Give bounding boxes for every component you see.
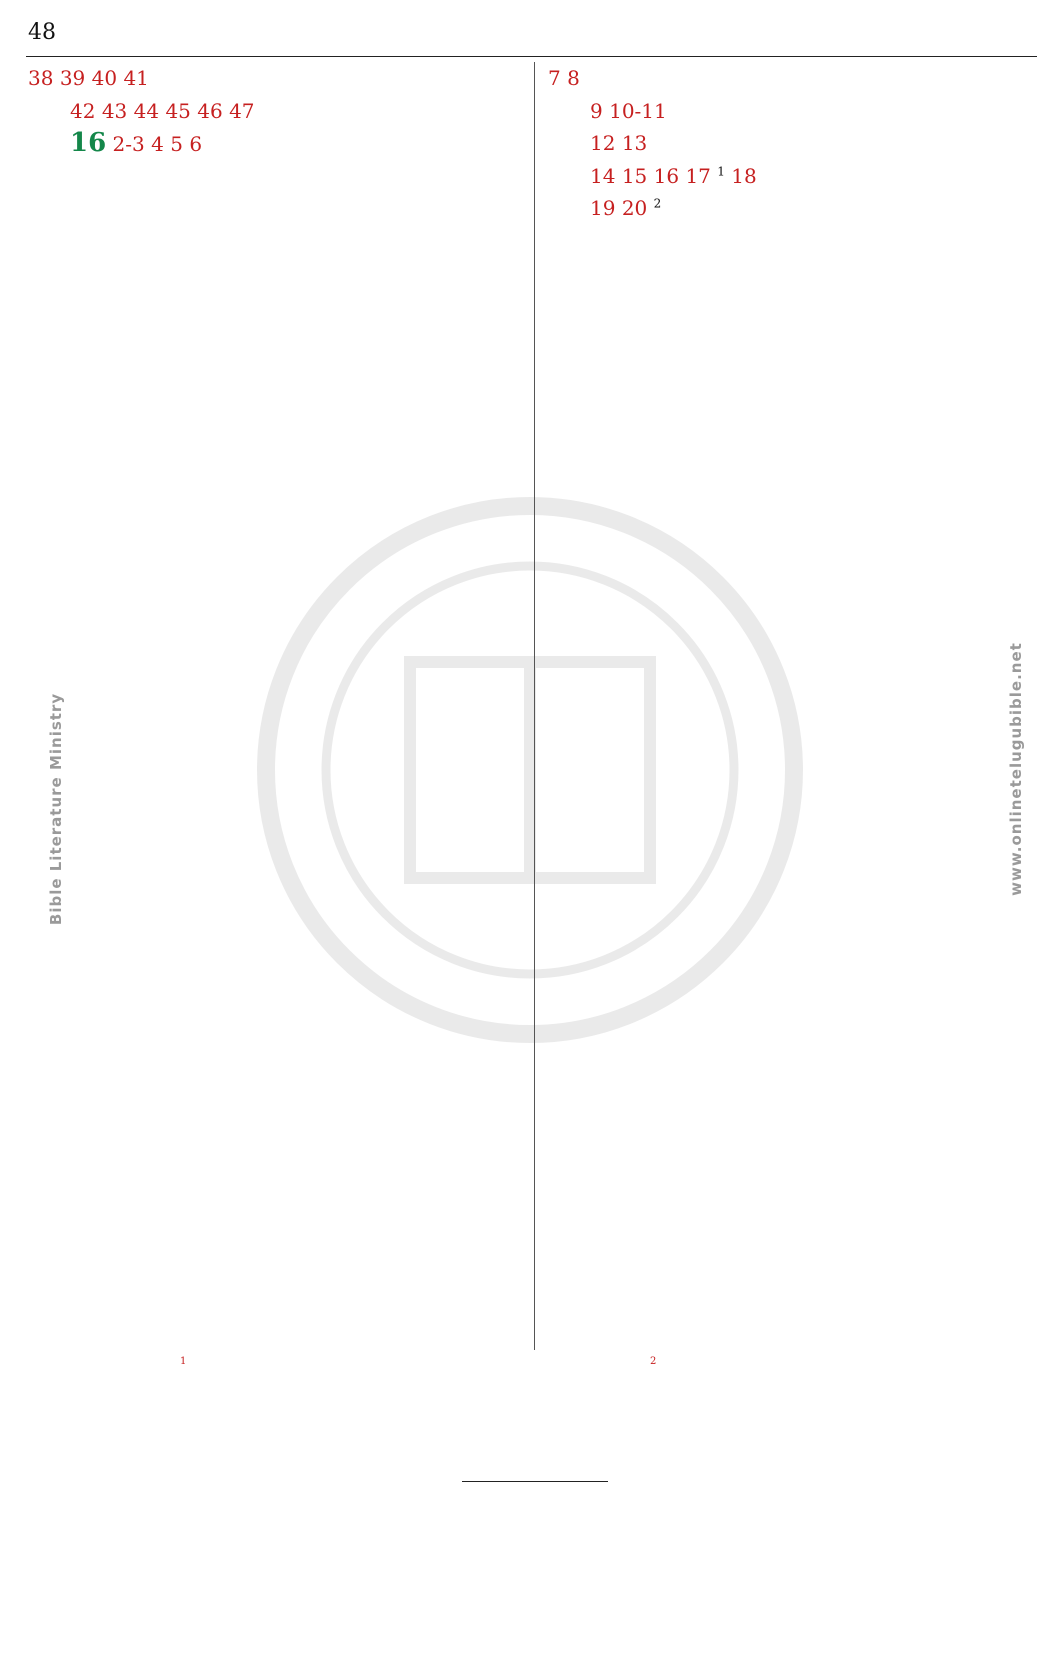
- column-divider: [534, 62, 535, 1350]
- verse-number: 41: [123, 66, 149, 90]
- verse-number: 43: [101, 98, 128, 123]
- verse-number: 14: [590, 163, 616, 188]
- verse-number: 8: [567, 66, 580, 90]
- page-number: 48: [28, 20, 56, 45]
- footnote-marker: 2: [650, 1356, 657, 1367]
- footnote-reference: 1: [717, 163, 725, 178]
- verse-number: 5: [170, 132, 183, 156]
- verse-number: 9: [590, 98, 603, 123]
- verse-number: 18: [731, 163, 757, 188]
- verse-number: 19: [590, 196, 616, 220]
- verse-number: 40: [91, 66, 118, 90]
- header-rule: [26, 56, 1037, 57]
- verse-number: 6: [189, 132, 203, 156]
- side-watermark-right: www.onlinetelugubible.net: [1007, 642, 1026, 896]
- right-column: [548, 62, 1030, 1350]
- footnote-reference: 2: [653, 196, 662, 211]
- end-rule: [462, 1481, 608, 1482]
- verse-number: 38: [28, 66, 54, 90]
- left-column: [28, 62, 510, 1350]
- verse-number: 7: [548, 66, 561, 90]
- chapter-number: 16: [70, 128, 107, 158]
- footnote: [650, 1356, 660, 1373]
- verse-number: 44: [133, 98, 160, 123]
- verse-number: 2-3: [112, 132, 145, 156]
- footnotes: [180, 1356, 943, 1386]
- verse-number: 10-11: [609, 98, 667, 123]
- footnote: [180, 1356, 190, 1373]
- verse-number: 4: [151, 132, 164, 156]
- verse-number: 42: [70, 98, 96, 123]
- verse-number: 12: [590, 131, 616, 155]
- verse-number: 16: [653, 163, 680, 188]
- verse-number: 17: [685, 163, 711, 188]
- side-watermark-left: Bible Literature Ministry: [47, 692, 66, 926]
- verse-number: 15: [621, 163, 648, 188]
- verse-number: 46: [197, 98, 223, 123]
- verse-number: 39: [59, 66, 86, 90]
- verse-number: 13: [621, 131, 648, 155]
- verse-number: 47: [229, 98, 255, 123]
- verse-number: 45: [165, 98, 191, 123]
- footnote-marker: 1: [180, 1356, 187, 1367]
- verse-number: 20: [621, 196, 648, 220]
